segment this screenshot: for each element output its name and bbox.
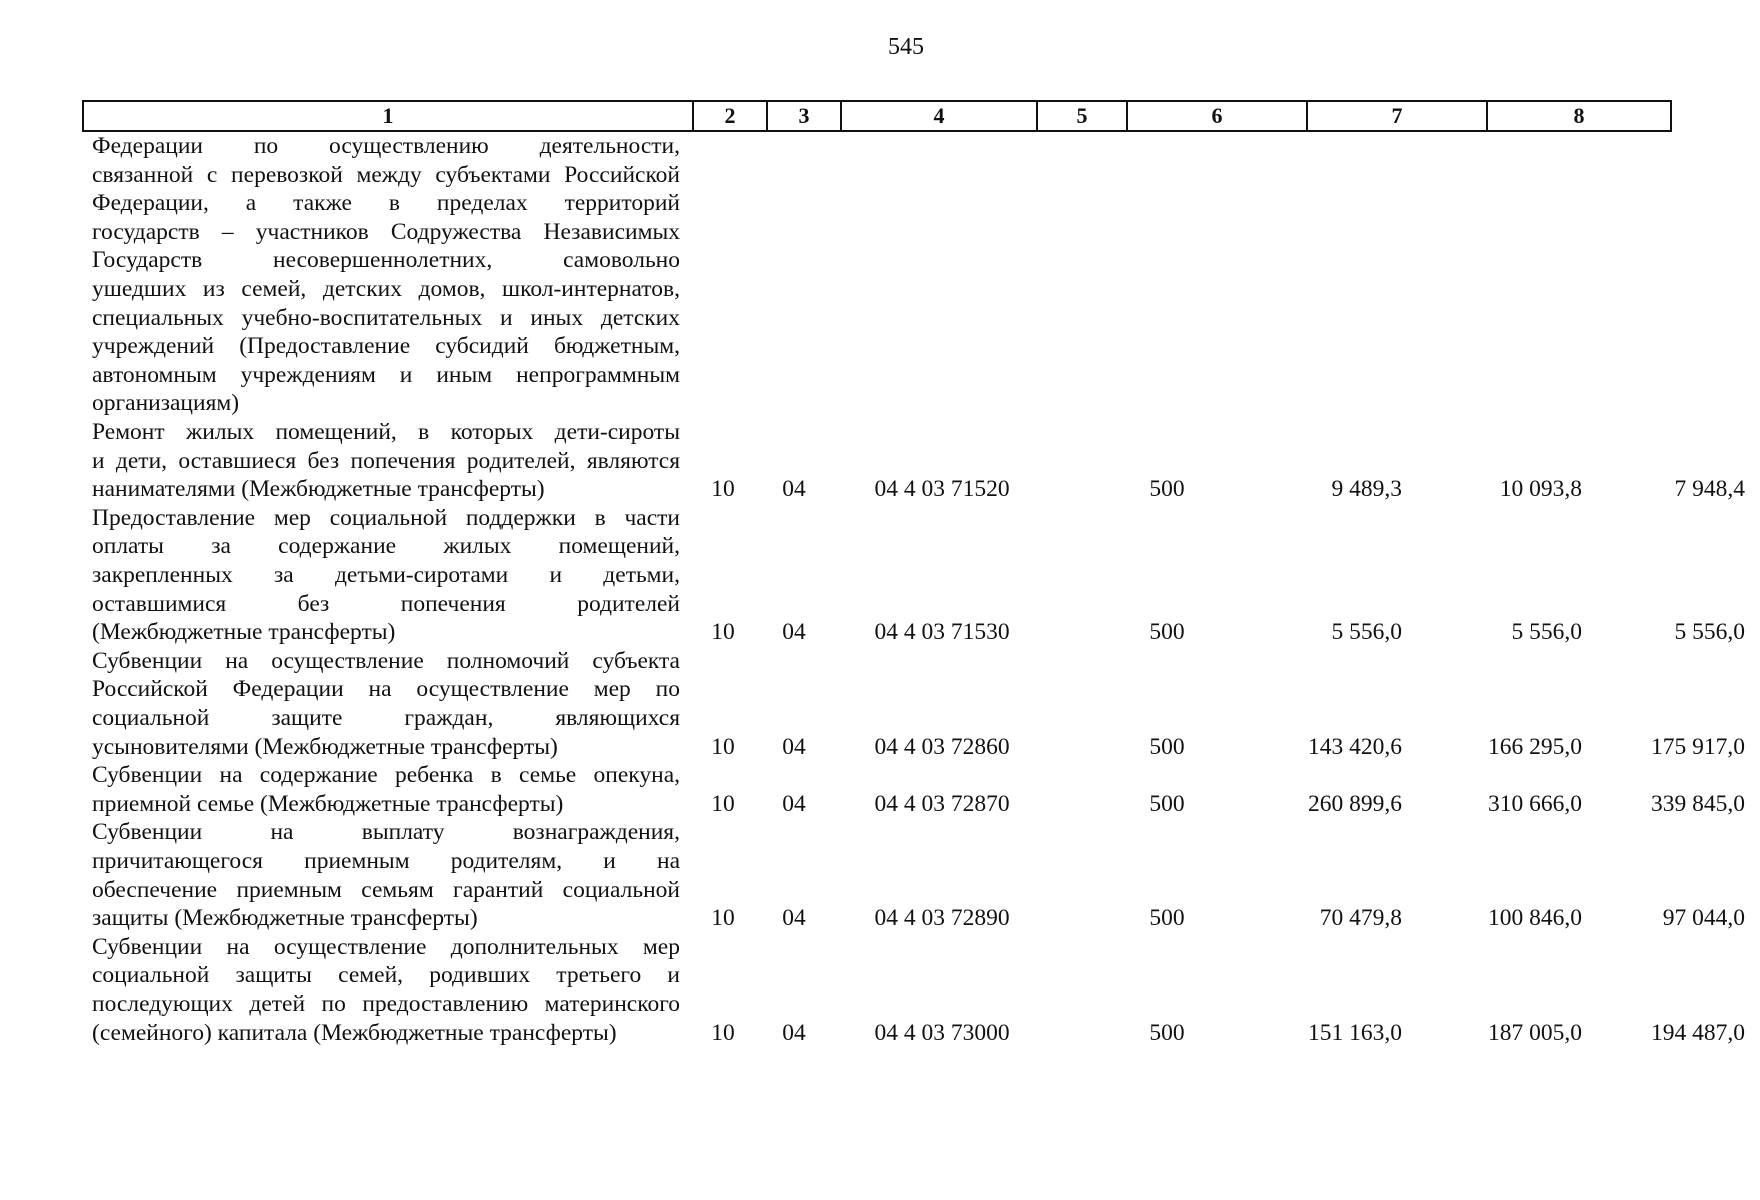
cell-c8: 175 917,0 bbox=[1651, 733, 1745, 760]
cell-c4: 04 4 03 71520 bbox=[874, 476, 1010, 503]
description-line: последующих детей по предоставлению материнского bbox=[92, 990, 680, 1017]
description-line: социальной защите граждан, являющихся bbox=[92, 704, 680, 731]
description-line: нанимателями (Межбюджетные трансферты) bbox=[92, 476, 545, 503]
description-line: защиты (Межбюджетные трансферты) bbox=[92, 905, 478, 932]
cell-c7: 310 666,0 bbox=[1488, 790, 1582, 817]
description-line: социальной защиты семей, родивших третьего и bbox=[92, 962, 680, 989]
cell-c8: 7 948,4 bbox=[1674, 476, 1745, 503]
cell-c7: 5 556,0 bbox=[1511, 619, 1582, 646]
table-row bbox=[82, 418, 1745, 504]
cell-c4: 04 4 03 72890 bbox=[874, 905, 1010, 932]
table-row bbox=[82, 818, 1745, 932]
description-line: (Межбюджетные трансферты) bbox=[92, 619, 396, 646]
cell-c7: 10 093,8 bbox=[1499, 476, 1582, 503]
cell-c3: 04 bbox=[782, 733, 806, 760]
cell-c2: 10 bbox=[711, 733, 735, 760]
description-line: причитающегося приемным родителям, и на bbox=[92, 847, 680, 874]
table-row bbox=[82, 132, 1672, 418]
budget-table bbox=[82, 100, 1745, 1047]
column-header-2: 2 bbox=[692, 102, 766, 130]
description-line: Субвенции на содержание ребенка в семье опекуна, bbox=[92, 762, 680, 789]
description-line: оплаты за содержание жилых помещений, bbox=[92, 533, 680, 560]
cell-c5: 500 bbox=[1149, 733, 1185, 760]
table-body bbox=[82, 132, 1745, 1047]
description-line: усыновителями (Межбюджетные трансферты) bbox=[92, 733, 558, 760]
cell-c4: 04 4 03 72870 bbox=[874, 790, 1010, 817]
cell-c6: 70 479,8 bbox=[1319, 905, 1402, 932]
cell-c2: 10 bbox=[711, 476, 735, 503]
description-line: ушедших из семей, детских домов, школ-интернатов, bbox=[92, 275, 680, 302]
column-header-7: 7 bbox=[1306, 102, 1486, 130]
description-line: Российской Федерации на осуществление мер по bbox=[92, 676, 680, 703]
cell-c3: 04 bbox=[782, 619, 806, 646]
description-line: Субвенции на осуществление дополнительных мер bbox=[92, 933, 680, 960]
cell-c8: 194 487,0 bbox=[1651, 1019, 1745, 1046]
cell-c5: 500 bbox=[1149, 1019, 1185, 1046]
row-description bbox=[92, 418, 680, 504]
cell-c6: 9 489,3 bbox=[1331, 476, 1402, 503]
description-line: связанной с перевозкой между субъектами Российской bbox=[92, 161, 680, 188]
description-line: Предоставление мер социальной поддержки в части bbox=[92, 504, 680, 531]
table-row bbox=[82, 761, 1745, 818]
cell-c4: 04 4 03 73000 bbox=[874, 1019, 1010, 1046]
column-header-1: 1 bbox=[382, 103, 394, 128]
table-row bbox=[82, 933, 1745, 1047]
description-line: Государств несовершеннолетних, самовольно bbox=[92, 247, 680, 274]
cell-c8: 97 044,0 bbox=[1662, 905, 1745, 932]
description-line: Федерации по осуществлению деятельности, bbox=[92, 133, 680, 159]
description-line: Федерации, а также в пределах территорий bbox=[92, 190, 680, 217]
description-line: обеспечение приемным семьям гарантий социальной bbox=[92, 876, 680, 903]
cell-c4: 04 4 03 71530 bbox=[874, 619, 1010, 646]
column-header-3: 3 bbox=[766, 102, 840, 130]
cell-c7: 166 295,0 bbox=[1488, 733, 1582, 760]
cell-c6: 151 163,0 bbox=[1308, 1019, 1402, 1046]
cell-c2: 10 bbox=[711, 905, 735, 932]
table-row bbox=[82, 504, 1745, 647]
cell-c5: 500 bbox=[1149, 619, 1185, 646]
description-line: оставшимися без попечения родителей bbox=[92, 590, 680, 617]
column-header-8: 8 bbox=[1486, 102, 1670, 130]
description-line: приемной семье (Межбюджетные трансферты) bbox=[92, 790, 564, 817]
description-line: учреждений (Предоставление субсидий бюджетным, bbox=[92, 333, 680, 360]
cell-c2: 10 bbox=[711, 1019, 735, 1046]
cell-c2: 10 bbox=[711, 619, 735, 646]
column-header-5: 5 bbox=[1036, 102, 1126, 130]
cell-c5: 500 bbox=[1149, 905, 1185, 932]
description-line: закрепленных за детьми-сиротами и детьми, bbox=[92, 561, 680, 588]
cell-c3: 04 bbox=[782, 476, 806, 503]
cell-c6: 260 899,6 bbox=[1308, 790, 1402, 817]
row-description bbox=[92, 504, 680, 647]
table-row bbox=[82, 647, 1745, 761]
table-header-row bbox=[82, 100, 1672, 132]
row-description bbox=[92, 132, 680, 418]
cell-c8: 5 556,0 bbox=[1674, 619, 1745, 646]
column-header-6: 6 bbox=[1126, 102, 1306, 130]
cell-c3: 04 bbox=[782, 790, 806, 817]
page-number: 545 bbox=[888, 34, 924, 60]
cell-c8: 339 845,0 bbox=[1651, 790, 1745, 817]
cell-c5: 500 bbox=[1149, 790, 1185, 817]
cell-c6: 5 556,0 bbox=[1331, 619, 1402, 646]
cell-c7: 100 846,0 bbox=[1488, 905, 1582, 932]
description-line: Субвенции на осуществление полномочий субъекта bbox=[92, 647, 680, 674]
cell-c3: 04 bbox=[782, 905, 806, 932]
cell-c6: 143 420,6 bbox=[1308, 733, 1402, 760]
column-header-4: 4 bbox=[840, 102, 1036, 130]
row-description bbox=[92, 647, 680, 761]
description-line: (семейного) капитала (Межбюджетные трансферты) bbox=[92, 1019, 617, 1046]
description-line: Ремонт жилых помещений, в которых дети-сироты bbox=[92, 419, 680, 445]
cell-c7: 187 005,0 bbox=[1488, 1019, 1582, 1046]
description-line: государств – участников Содружества Независимых bbox=[92, 218, 680, 245]
row-description bbox=[92, 761, 680, 818]
description-line: Субвенции на выплату вознаграждения, bbox=[92, 819, 680, 846]
description-line: организациям) bbox=[92, 390, 240, 417]
description-line: автономным учреждениям и иным непрограммным bbox=[92, 361, 680, 388]
cell-c2: 10 bbox=[711, 790, 735, 817]
row-description bbox=[92, 933, 680, 1047]
cell-c3: 04 bbox=[782, 1019, 806, 1046]
cell-c4: 04 4 03 72860 bbox=[874, 733, 1010, 760]
description-line: специальных учебно-воспитательных и иных детских bbox=[92, 304, 680, 331]
row-description bbox=[92, 818, 680, 932]
description-line: и дети, оставшиеся без попечения родителей, являются bbox=[92, 447, 680, 474]
cell-c5: 500 bbox=[1149, 476, 1185, 503]
